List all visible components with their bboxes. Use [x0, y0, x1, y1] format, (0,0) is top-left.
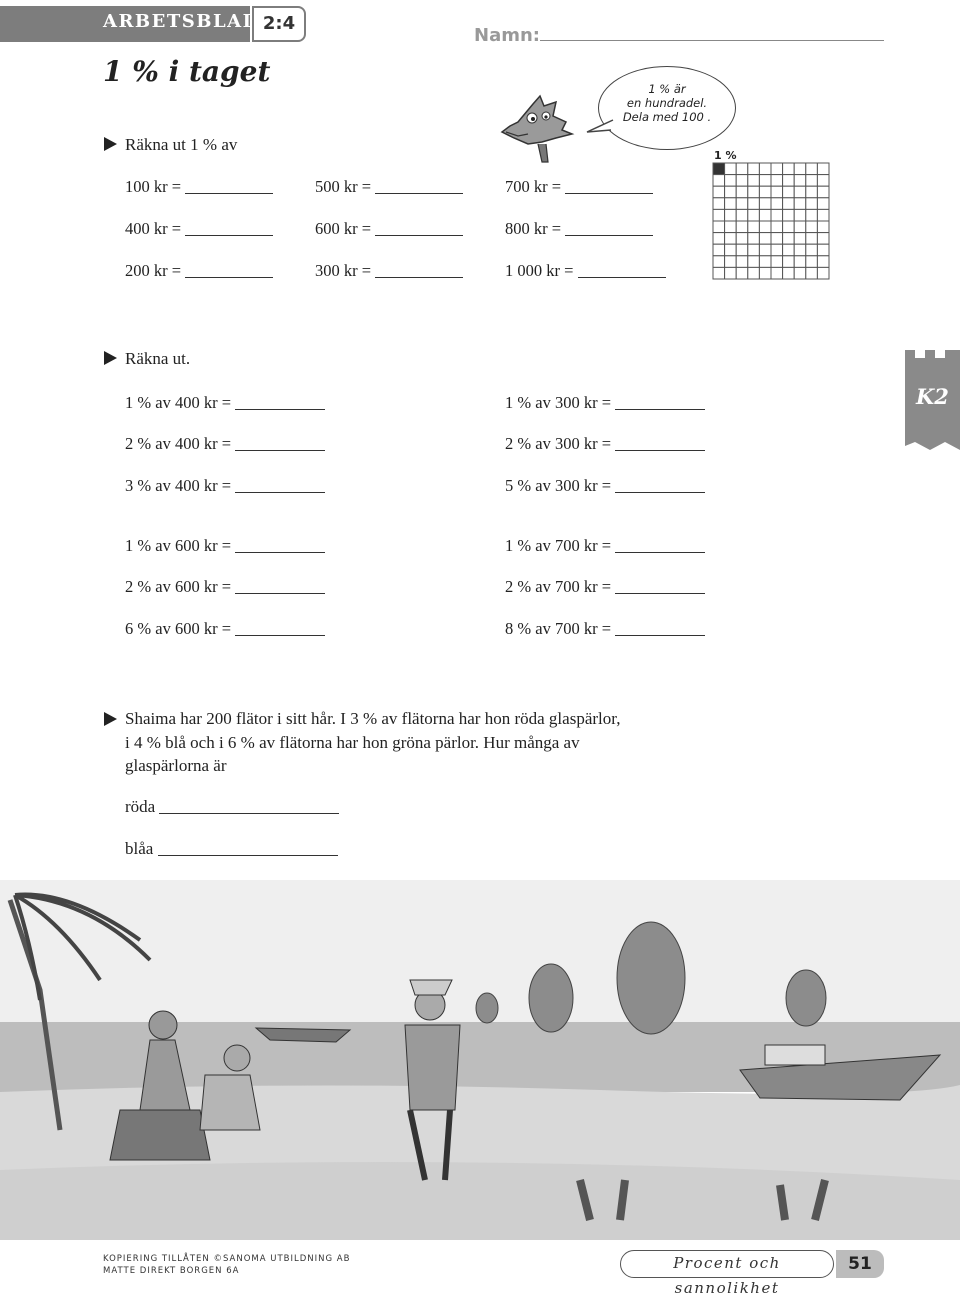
equation: 1 000 kr = [505, 261, 666, 281]
grid-cell [783, 175, 795, 187]
equation: 2 % av 700 kr = [505, 577, 705, 597]
grid-cell [794, 163, 806, 175]
answer-blank[interactable] [235, 622, 325, 636]
grid-cell [806, 163, 818, 175]
answer-blank[interactable] [235, 396, 325, 410]
bubble-line: en hundradel. [626, 96, 708, 110]
grid-cell [725, 175, 737, 187]
problem-line: i 4 % blå och i 6 % av flätorna har hon gröna pärlor. Hur många av [125, 732, 580, 752]
equation: 500 kr = [315, 177, 463, 197]
grid-cell [794, 244, 806, 256]
page-title: 1 % i taget [103, 55, 271, 88]
answer-blank[interactable] [185, 222, 273, 236]
grid-cell [794, 221, 806, 233]
equation: 1 % av 700 kr = [505, 536, 705, 556]
arrow-icon [104, 712, 117, 726]
grid-cell [771, 233, 783, 245]
answer-blank[interactable] [615, 580, 705, 594]
grid-cell [759, 175, 771, 187]
answer-blank[interactable] [565, 222, 653, 236]
answer-blank[interactable] [185, 180, 273, 194]
grid-cell [748, 209, 760, 221]
answer-blank[interactable] [375, 180, 463, 194]
grid-cell [817, 186, 829, 198]
grid-cell [806, 244, 818, 256]
grid-cell [759, 186, 771, 198]
grid-cell [817, 175, 829, 187]
worksheet-label: ARBETSBLAD [103, 11, 260, 32]
grid-cell [771, 221, 783, 233]
grid-cell [748, 198, 760, 210]
answer-row: röda [125, 797, 339, 817]
grid-cell [817, 256, 829, 268]
grid-cell [748, 221, 760, 233]
grid-cell [806, 221, 818, 233]
grid-cell [806, 175, 818, 187]
answer-blank[interactable] [615, 396, 705, 410]
answer-blank[interactable] [158, 842, 338, 856]
grid-cell [759, 209, 771, 221]
answer-blank[interactable] [185, 264, 273, 278]
equation: 100 kr = [125, 177, 273, 197]
grid-cell [783, 233, 795, 245]
equation: 2 % av 400 kr = [125, 434, 325, 454]
grid-cell [817, 221, 829, 233]
grid-cell [736, 175, 748, 187]
grid-cell [783, 256, 795, 268]
answer-blank[interactable] [375, 264, 463, 278]
answer-blank[interactable] [375, 222, 463, 236]
arrow-icon [104, 137, 117, 151]
grid-cell [725, 256, 737, 268]
grid-cell [771, 198, 783, 210]
grid-cell [783, 198, 795, 210]
grid-cell-filled [713, 163, 725, 175]
grid-cell [736, 209, 748, 221]
grid-cell [817, 233, 829, 245]
answer-blank[interactable] [615, 479, 705, 493]
grid-cell [748, 163, 760, 175]
equation: 600 kr = [315, 219, 463, 239]
grid-cell [713, 267, 725, 279]
grid-label: 1 % [714, 149, 737, 162]
grid-cell [771, 244, 783, 256]
answer-blank[interactable] [615, 539, 705, 553]
grid-cell [794, 256, 806, 268]
grid-cell [725, 221, 737, 233]
answer-blank[interactable] [235, 437, 325, 451]
grid-cell [736, 198, 748, 210]
grid-cell [725, 244, 737, 256]
grid-cell [806, 233, 818, 245]
hundred-grid [713, 163, 829, 279]
equation: 300 kr = [315, 261, 463, 281]
task-2-text: Räkna ut. [125, 349, 191, 368]
bubble-line: 1 % är [648, 82, 686, 96]
equation: 1 % av 400 kr = [125, 393, 325, 413]
answer-blank[interactable] [235, 580, 325, 594]
task-1-instruction [104, 135, 237, 155]
grid-cell [794, 209, 806, 221]
bubble-tail [585, 118, 615, 138]
grid-cell [713, 209, 725, 221]
grid-cell [806, 209, 818, 221]
grid-cell [771, 163, 783, 175]
grid-cell [713, 175, 725, 187]
grid-cell [806, 256, 818, 268]
task-1-text: Räkna ut 1 % av [125, 135, 238, 154]
grid-cell [713, 256, 725, 268]
grid-cell [736, 233, 748, 245]
answer-blank[interactable] [578, 264, 666, 278]
grid-cell [806, 267, 818, 279]
grid-cell [736, 267, 748, 279]
grid-cell [817, 198, 829, 210]
equation: 1 % av 300 kr = [505, 393, 705, 413]
worksheet-code: 2:4 [252, 6, 306, 42]
chapter-title: Procent och sannolikhet [620, 1250, 834, 1278]
arrow-icon [104, 351, 117, 365]
grid-cell [713, 233, 725, 245]
grid-cell [725, 233, 737, 245]
grid-cell [759, 244, 771, 256]
level-badge: K2 [916, 384, 949, 409]
name-field[interactable] [540, 40, 884, 41]
grid-cell [783, 209, 795, 221]
grid-cell [748, 175, 760, 187]
grid-cell [736, 186, 748, 198]
grid-cell [783, 163, 795, 175]
answer-blank[interactable] [565, 180, 653, 194]
grid-cell [794, 198, 806, 210]
grid-cell [725, 209, 737, 221]
copyright-line: KOPIERING TILLÅTEN ©SANOMA UTBILDNING AB [103, 1254, 351, 1264]
grid-cell [748, 244, 760, 256]
grid-cell [783, 186, 795, 198]
grid-cell [771, 186, 783, 198]
grid-cell [736, 244, 748, 256]
beach-illustration [0, 880, 960, 1240]
grid-cell [794, 267, 806, 279]
task-2-instruction [104, 349, 190, 369]
equation: 800 kr = [505, 219, 653, 239]
grid-cell [759, 221, 771, 233]
equation: 2 % av 300 kr = [505, 434, 705, 454]
grid-cell [759, 233, 771, 245]
grid-cell [759, 198, 771, 210]
grid-cell [713, 186, 725, 198]
page-number: 51 [836, 1250, 884, 1278]
grid-cell [713, 221, 725, 233]
book-title-line: MATTE DIREKT BORGEN 6A [103, 1266, 240, 1276]
bubble-line: Dela med 100 . [622, 110, 712, 124]
grid-cell [748, 267, 760, 279]
answer-blank[interactable] [235, 539, 325, 553]
copyright-footer [103, 1253, 350, 1277]
grid-cell [817, 244, 829, 256]
grid-cell [725, 163, 737, 175]
grid-cell [759, 267, 771, 279]
grid-cell [759, 163, 771, 175]
grid-cell [794, 186, 806, 198]
answer-blank[interactable] [615, 437, 705, 451]
worksheet-header [0, 6, 306, 42]
grid-cell [817, 163, 829, 175]
grid-cell [748, 186, 760, 198]
equation: 6 % av 600 kr = [125, 619, 325, 639]
grid-cell [759, 256, 771, 268]
grid-cell [806, 198, 818, 210]
grid-cell [771, 256, 783, 268]
name-label: Namn: [474, 25, 540, 46]
grid-cell [817, 267, 829, 279]
grid-cell [713, 198, 725, 210]
grid-cell [771, 209, 783, 221]
equation: 5 % av 300 kr = [505, 476, 705, 496]
grid-cell [748, 256, 760, 268]
equation: 1 % av 600 kr = [125, 536, 325, 556]
grid-cell [806, 186, 818, 198]
grid-cell [783, 244, 795, 256]
equation: 400 kr = [125, 219, 273, 239]
grid-cell [736, 256, 748, 268]
grid-cell [794, 233, 806, 245]
grid-cell [736, 221, 748, 233]
grid-cell [783, 267, 795, 279]
grid-cell [736, 163, 748, 175]
answer-row: blåa [125, 839, 338, 859]
answer-blank[interactable] [235, 479, 325, 493]
equation: 8 % av 700 kr = [505, 619, 705, 639]
equation: 700 kr = [505, 177, 653, 197]
grid-cell [725, 186, 737, 198]
grid-cell [713, 244, 725, 256]
grid-cell [783, 221, 795, 233]
grid-cell [771, 267, 783, 279]
grid-cell [817, 209, 829, 221]
equation: 200 kr = [125, 261, 273, 281]
answer-blank[interactable] [159, 800, 339, 814]
word-problem [125, 707, 745, 778]
wolf-character-icon [498, 92, 578, 167]
answer-blank[interactable] [615, 622, 705, 636]
equation: 2 % av 600 kr = [125, 577, 325, 597]
problem-line: Shaima har 200 flätor i sitt hår. I 3 % av flätorna har hon röda glaspärlor, [125, 709, 621, 728]
equation: 3 % av 400 kr = [125, 476, 325, 496]
speech-bubble [598, 66, 736, 150]
grid-cell [725, 198, 737, 210]
grid-cell [794, 175, 806, 187]
grid-cell [748, 233, 760, 245]
problem-line: glaspärlorna är [125, 756, 227, 775]
grid-cell [771, 175, 783, 187]
grid-cell [725, 267, 737, 279]
